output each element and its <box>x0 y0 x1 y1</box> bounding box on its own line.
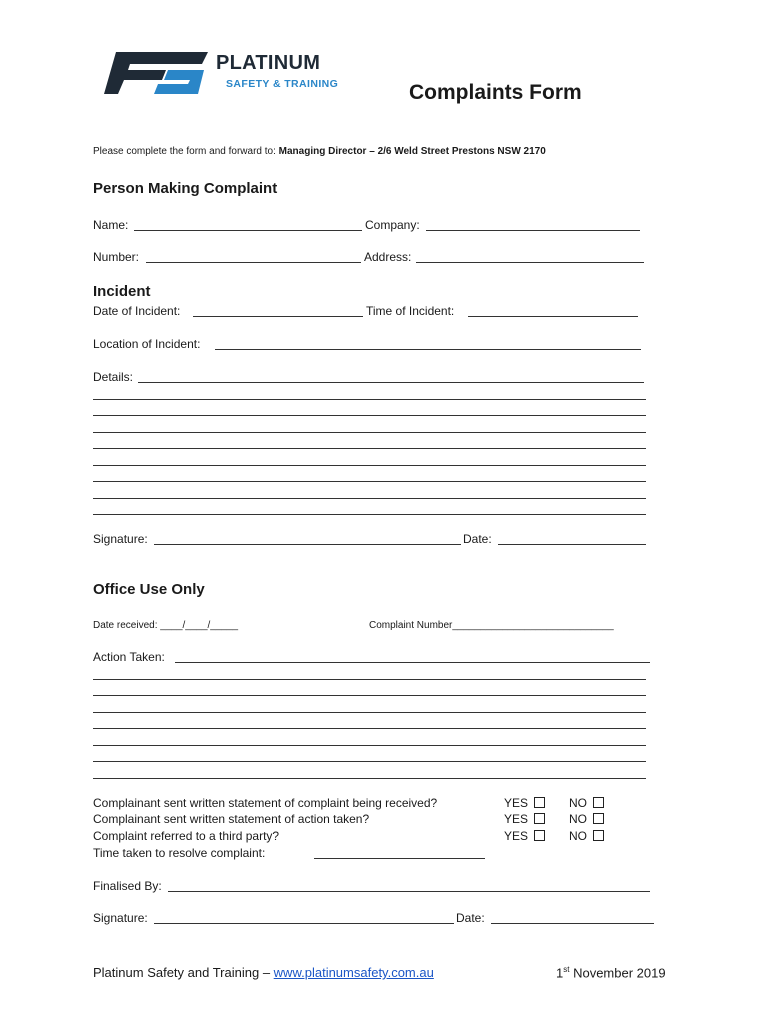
date-of-incident-field[interactable] <box>193 316 363 317</box>
details-line[interactable] <box>93 432 646 433</box>
question-1: Complainant sent written statement of complaint being received? <box>93 796 438 810</box>
office-signature-label: Signature: <box>93 911 148 925</box>
platinum-logo-mark <box>104 50 208 96</box>
action-line[interactable] <box>93 712 646 713</box>
form-title: Complaints Form <box>409 81 582 104</box>
yes-label: YES <box>504 796 529 810</box>
details-line[interactable] <box>93 415 646 416</box>
name-field[interactable] <box>134 230 362 231</box>
incident-signature-field[interactable] <box>154 544 461 545</box>
question-2: Complainant sent written statement of action taken? <box>93 812 370 826</box>
action-line[interactable] <box>93 761 646 762</box>
complaint-number-field[interactable]: Complaint Number_____________________________ <box>369 620 614 631</box>
question-1-yes[interactable] <box>504 796 545 810</box>
details-line[interactable] <box>93 481 646 482</box>
action-line[interactable] <box>93 728 646 729</box>
time-to-resolve-label: Time taken to resolve complaint: <box>93 846 266 860</box>
action-taken-label: Action Taken: <box>93 650 165 664</box>
no-checkbox[interactable] <box>593 830 604 841</box>
logo-brand-text: PLATINUM <box>216 52 321 74</box>
question-3-no[interactable] <box>569 829 604 843</box>
details-label: Details: <box>93 370 134 384</box>
time-to-resolve-field[interactable] <box>314 858 485 859</box>
incident-date-label: Date: <box>463 532 492 546</box>
finalised-by-label: Finalised By: <box>93 879 162 893</box>
question-2-no[interactable] <box>569 812 604 826</box>
company-logo <box>104 50 354 98</box>
details-field[interactable] <box>138 382 644 383</box>
location-of-incident-label: Location of Incident: <box>93 337 201 351</box>
action-line[interactable] <box>93 679 646 680</box>
office-date-field[interactable] <box>491 923 654 924</box>
instructions-prefix: Please complete the form and forward to: <box>93 146 276 157</box>
action-line[interactable] <box>93 778 646 779</box>
footer-date-day: 1 <box>556 965 564 981</box>
name-label: Name: <box>93 218 129 232</box>
yes-label: YES <box>504 829 529 843</box>
no-label: NO <box>569 796 587 810</box>
date-of-incident-label: Date of Incident: <box>93 304 181 318</box>
action-taken-field[interactable] <box>175 662 650 663</box>
footer-date <box>556 965 666 980</box>
number-field[interactable] <box>146 262 361 263</box>
question-1-no[interactable] <box>569 796 604 810</box>
details-line[interactable] <box>93 399 646 400</box>
address-field[interactable] <box>416 262 644 263</box>
footer-date-suffix: st <box>563 965 570 974</box>
no-label: NO <box>569 829 587 843</box>
question-3-yes[interactable] <box>504 829 545 843</box>
details-line[interactable] <box>93 514 646 515</box>
address-label: Address: <box>364 250 412 264</box>
section-heading-incident: Incident <box>93 283 151 300</box>
details-line[interactable] <box>93 465 646 466</box>
company-field[interactable] <box>426 230 640 231</box>
footer-website-link[interactable]: www.platinumsafety.com.au <box>273 965 434 980</box>
instructions <box>93 146 546 158</box>
action-line[interactable] <box>93 745 646 746</box>
date-received-field[interactable]: Date received: ____/____/_____ <box>93 620 239 631</box>
number-label: Number: <box>93 250 140 264</box>
instructions-address: Managing Director – 2/6 Weld Street Prestons NSW 2170 <box>278 146 546 157</box>
yes-checkbox[interactable] <box>534 797 545 808</box>
no-label: NO <box>569 812 587 826</box>
action-line[interactable] <box>93 695 646 696</box>
finalised-by-field[interactable] <box>168 891 650 892</box>
incident-signature-label: Signature: <box>93 532 148 546</box>
question-2-yes[interactable] <box>504 812 545 826</box>
yes-checkbox[interactable] <box>534 813 545 824</box>
incident-date-field[interactable] <box>498 544 646 545</box>
time-of-incident-field[interactable] <box>468 316 638 317</box>
details-line[interactable] <box>93 498 646 499</box>
yes-checkbox[interactable] <box>534 830 545 841</box>
logo-tagline-text: SAFETY & TRAINING <box>226 78 339 90</box>
question-3: Complaint referred to a third party? <box>93 829 280 843</box>
office-signature-field[interactable] <box>154 923 454 924</box>
office-date-label: Date: <box>456 911 485 925</box>
company-label: Company: <box>365 218 420 232</box>
location-of-incident-field[interactable] <box>215 349 641 350</box>
footer <box>93 965 434 980</box>
no-checkbox[interactable] <box>593 813 604 824</box>
details-line[interactable] <box>93 448 646 449</box>
footer-text: Platinum Safety and Training – <box>93 965 274 980</box>
section-heading-person: Person Making Complaint <box>93 180 278 197</box>
no-checkbox[interactable] <box>593 797 604 808</box>
time-of-incident-label: Time of Incident: <box>366 304 455 318</box>
section-heading-office: Office Use Only <box>93 581 205 598</box>
footer-date-month-year: November 2019 <box>569 965 666 981</box>
yes-label: YES <box>504 812 529 826</box>
